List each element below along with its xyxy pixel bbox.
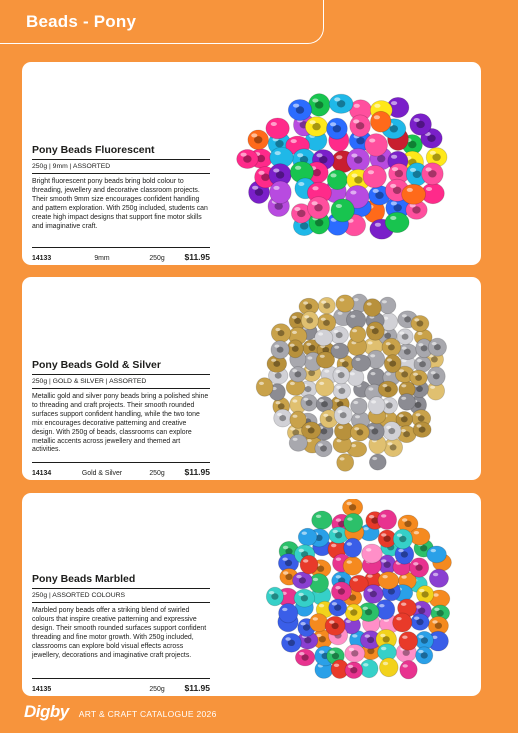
bead-shape	[384, 355, 401, 373]
bead-shape	[337, 454, 354, 472]
product-description: Metallic gold and silver pony beads bring a polished shine to threading and craft projects. Their smooth rounded surfaces support confident handling, while the two tone mix encourages decorative patterning and creative design. With 250g of beads, classrooms can explore metallic accents across jewellery and themed art activities.	[32, 393, 209, 454]
bead-shape	[308, 197, 330, 219]
product-image-marbled-beads	[262, 499, 462, 691]
bead-shape	[363, 165, 386, 187]
bead-shape	[410, 370, 428, 385]
bead-shape	[411, 614, 429, 631]
bead-shape	[351, 424, 370, 441]
footer	[24, 702, 217, 722]
bead-shape	[333, 366, 350, 384]
bead-shape	[378, 381, 397, 397]
bead-shape	[347, 148, 370, 171]
product-title: Pony Beads Marbled	[32, 573, 136, 585]
bead-shape	[378, 572, 399, 589]
bead-shape	[344, 513, 363, 532]
bead-shape	[266, 587, 283, 606]
product-info	[32, 573, 210, 660]
bead-shape	[397, 329, 413, 345]
bead-shape	[345, 604, 362, 621]
bead-shape	[288, 100, 311, 121]
bead-shape	[317, 314, 336, 332]
bead-shape	[416, 647, 433, 664]
product-code: 14133	[32, 255, 52, 262]
bead-shape	[282, 633, 302, 652]
bead-shape	[400, 661, 417, 679]
bead-shape	[411, 316, 429, 332]
product-weight: 250g	[149, 686, 165, 693]
bead-shape	[327, 170, 347, 190]
bead-shape	[287, 340, 303, 358]
product-card-gold-silver	[22, 277, 481, 480]
product-card-marbled	[22, 493, 481, 696]
bead-shape	[316, 378, 334, 396]
bead-shape	[329, 94, 353, 113]
bead-shape	[384, 438, 403, 457]
product-spec: 250g | ASSORTED COLOURS	[32, 588, 210, 603]
bead-shape	[329, 599, 347, 616]
bead-shape	[310, 614, 328, 632]
bead-shape	[364, 299, 382, 317]
bead-shape	[350, 326, 366, 342]
price-row	[32, 247, 210, 262]
bead-shape	[279, 604, 298, 623]
bead-shape	[379, 297, 396, 314]
bead-shape	[294, 589, 315, 607]
bead-shape	[402, 184, 426, 204]
bead-shape	[331, 582, 351, 601]
bead-shape	[343, 557, 362, 576]
bead-shape	[237, 150, 258, 169]
page-title: Beads - Pony	[26, 12, 137, 31]
bead-shape	[410, 558, 429, 577]
bead-shape	[380, 658, 399, 677]
bead-shape	[371, 111, 392, 132]
bead-shape	[305, 117, 327, 137]
bead-shape	[256, 378, 273, 397]
product-info	[32, 144, 210, 231]
bead-shape	[312, 511, 332, 529]
product-info	[32, 359, 210, 455]
product-description: Bright fluorescent pony beads bring bold colour to threading, jewellery and decorative classroom projects. Their smooth 9mm size encourages confident handling and pattern exploration. With 250g included, students can create high impact designs that support fine motor skills and imaginative craft.	[32, 178, 208, 230]
bead-shape	[369, 454, 386, 470]
bead-shape	[428, 338, 446, 356]
bead-shape	[293, 572, 313, 589]
bead-shape	[362, 544, 383, 563]
bead-shape	[334, 406, 352, 425]
bead-shape	[298, 528, 317, 545]
bead-shape	[422, 163, 444, 185]
bead-shape	[383, 422, 402, 441]
product-title: Pony Beads Fluorescent	[32, 144, 155, 156]
product-price: $11.95	[184, 683, 210, 693]
product-weight: 250g	[149, 470, 165, 477]
product-size: 9mm	[94, 255, 110, 262]
bead-shape	[393, 613, 412, 632]
bead-shape	[377, 510, 396, 530]
bead-shape	[300, 555, 318, 574]
bead-shape	[365, 134, 388, 157]
bead-shape	[345, 645, 365, 663]
product-spec: 250g | GOLD & SILVER | ASSORTED	[32, 374, 210, 389]
bead-shape	[271, 324, 290, 343]
bead-shape	[331, 199, 354, 222]
bead-shape	[331, 343, 349, 359]
bead-shape	[417, 586, 434, 604]
bead-shape	[345, 662, 363, 679]
product-description: Marbled pony beads offer a striking blend of swirled colours that inspire creative patterning and expressive design. Their smooth rounded surfaces support confident threading and fine motor growth. With 250g included, classrooms can explore bold visual effects across jewellery, decorations and imaginative craft projects.	[32, 607, 207, 659]
bead-shape	[336, 295, 354, 312]
bead-shape	[414, 356, 431, 372]
bead-shape	[315, 440, 332, 456]
product-price: $11.95	[184, 252, 210, 262]
bead-shape	[266, 118, 289, 139]
bead-shape	[333, 383, 351, 400]
bead-shape	[393, 529, 412, 549]
product-code: 14134	[32, 470, 52, 477]
bead-shape	[318, 297, 335, 314]
bead-shape	[368, 397, 385, 415]
bead-shape	[325, 616, 345, 635]
bead-shape	[302, 422, 321, 439]
bead-shape	[351, 398, 368, 414]
bead-shape	[289, 367, 306, 382]
bead-shape	[364, 585, 384, 604]
bead-shape	[399, 632, 418, 651]
bead-shape	[295, 649, 314, 666]
bead-shape	[410, 114, 432, 136]
bead-shape	[385, 212, 409, 232]
product-image-fluorescent-beads	[234, 84, 464, 244]
price-row	[32, 462, 210, 477]
bead-shape	[429, 569, 448, 587]
bead-shape	[270, 181, 292, 204]
product-size: Gold & Silver	[81, 470, 123, 477]
bead-shape	[248, 130, 269, 150]
bead-shape	[427, 367, 445, 386]
bead-shape	[360, 660, 378, 678]
bead-shape	[301, 311, 318, 329]
product-weight: 250g	[149, 255, 165, 262]
bead-shape	[327, 118, 348, 139]
product-price: $11.95	[184, 467, 210, 477]
brand-logo: Digby	[24, 702, 69, 721]
product-image-gold-silver-beads	[254, 285, 454, 473]
bead-shape	[352, 355, 371, 372]
bead-shape	[413, 422, 431, 438]
product-spec: 250g | 9mm | ASSORTED	[32, 159, 210, 174]
bead-shape	[350, 115, 371, 137]
bead-shape	[301, 395, 318, 412]
product-code: 14135	[32, 686, 52, 693]
bead-shape	[398, 394, 415, 411]
product-title: Pony Beads Gold & Silver	[32, 359, 161, 371]
price-row	[32, 678, 210, 693]
product-card-fluorescent	[22, 62, 481, 265]
bead-shape	[427, 546, 447, 563]
bead-shape	[271, 341, 289, 359]
bead-shape	[344, 538, 362, 557]
bead-shape	[315, 329, 333, 345]
bead-shape	[274, 409, 292, 427]
catalogue-name: ART & CRAFT CATALOGUE 2026	[78, 709, 217, 719]
bead-shape	[366, 322, 384, 340]
bead-shape	[410, 528, 430, 545]
